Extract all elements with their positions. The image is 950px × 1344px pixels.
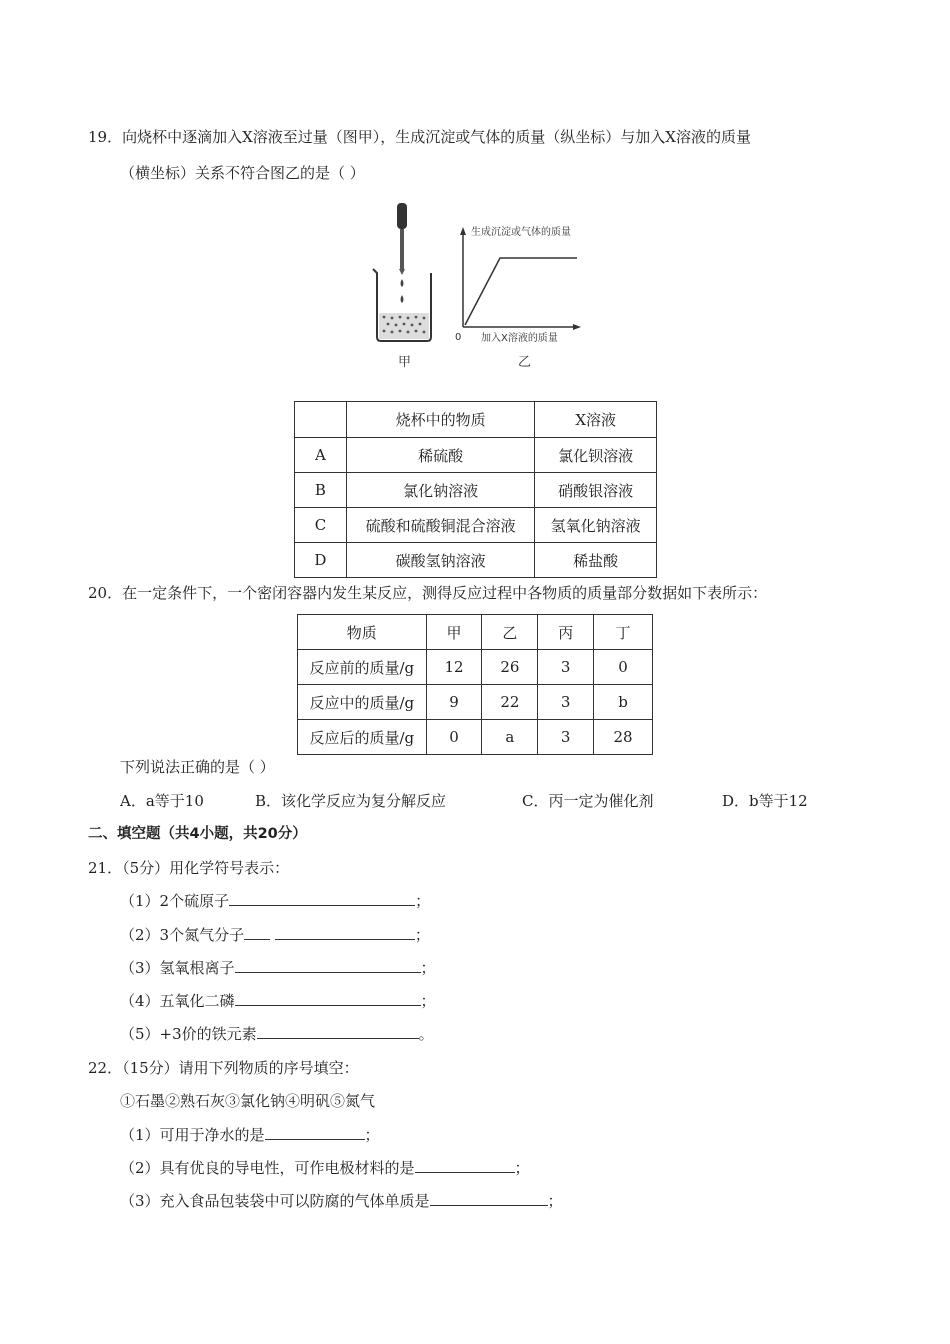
item-text: （3）氢氧根离子 (120, 959, 235, 977)
graph-curve (465, 258, 577, 325)
y-axis-arrow-icon (460, 227, 466, 235)
table-cell: 3 (538, 685, 594, 720)
item-text: （2）3个氮气分子 (120, 926, 245, 944)
table-cell: 0 (594, 650, 653, 685)
answer-blank[interactable] (275, 925, 415, 940)
table-cell: 丙 (538, 615, 594, 650)
q22-materials: ①石墨②熟石灰③氯化钠④明矾⑤氮气 (120, 1092, 376, 1110)
table-row (295, 508, 657, 543)
item-end: ； (420, 959, 436, 977)
graph-caption: 乙 (518, 355, 532, 370)
item-text: （1）可用于净水的是 (120, 1126, 265, 1144)
table-cell: 反应后的质量/g (298, 720, 427, 755)
answer-blank[interactable] (235, 991, 421, 1006)
table-cell: 硝酸银溶液 (535, 473, 657, 508)
table-cell: 3 (538, 650, 594, 685)
origin-label: 0 (455, 332, 462, 343)
table-cell: 氯化钡溶液 (535, 438, 657, 473)
q20-option-b: B．该化学反应为复分解反应 (255, 792, 447, 810)
table-cell: 3 (538, 720, 594, 755)
table-header-row (298, 615, 653, 650)
item-text: （4）五氧化二磷 (120, 992, 235, 1010)
q20-prompt: 下列说法正确的是（ ） (120, 758, 275, 776)
q21-item-3 (120, 958, 436, 978)
table-cell: 反应中的质量/g (298, 685, 427, 720)
table-cell: 稀硫酸 (346, 438, 534, 473)
table-cell: 氯化钠溶液 (346, 473, 534, 508)
item-end: 。 (418, 1025, 434, 1043)
y-axis-label: 生成沉淀或气体的质量 (471, 227, 571, 238)
item-end: ； (420, 992, 436, 1010)
table-cell: X溶液 (535, 402, 657, 438)
table-row (295, 473, 657, 508)
q21-item-4 (120, 991, 436, 1011)
item-text: （2）具有优良的导电性，可作电极材料的是 (120, 1159, 415, 1177)
table-cell: 0 (426, 720, 482, 755)
q20-stem: 20．在一定条件下，一个密闭容器内发生某反应，测得反应过程中各物质的质量部分数据如下表所示： (88, 584, 768, 602)
item-end: ； (514, 1159, 530, 1177)
answer-blank[interactable] (265, 1125, 365, 1140)
table-cell: 烧杯中的物质 (346, 402, 534, 438)
answer-blank[interactable] (415, 1158, 515, 1173)
q21-item-5 (120, 1024, 434, 1044)
table-cell: 22 (482, 685, 538, 720)
item-end: ； (364, 1126, 380, 1144)
q19-figure (355, 195, 625, 375)
section-heading: 二、填空题（共4小题，共20分） (88, 826, 307, 842)
table-cell: 28 (594, 720, 653, 755)
table-cell: A (295, 438, 347, 473)
q19-stem-line1: 19．向烧杯中逐滴加入X溶液至过量（图甲），生成沉淀或气体的质量（纵坐标）与加入X溶液的质量 (88, 128, 751, 146)
q21-item-2 (120, 925, 430, 945)
table-row (298, 720, 653, 755)
q19-table (294, 401, 657, 578)
table-header-row (295, 402, 657, 438)
x-axis-label: 加入X溶液的质量 (481, 333, 558, 344)
table-cell: a (482, 720, 538, 755)
q20-option-d: D．b等于12 (722, 792, 808, 810)
q19-stem-line2: （横坐标）关系不符合图乙的是（ ） (120, 164, 365, 182)
q22-item-2 (120, 1158, 530, 1178)
droplet-icon (401, 279, 404, 303)
item-end: ； (547, 1192, 563, 1210)
table-cell: 反应前的质量/g (298, 650, 427, 685)
table-cell: 物质 (298, 615, 427, 650)
table-cell: 乙 (482, 615, 538, 650)
table-cell: b (594, 685, 653, 720)
q21-stem: 21．（5分）用化学符号表示： (88, 859, 290, 877)
item-text: （5）+3价的铁元素 (120, 1025, 257, 1043)
table-cell: B (295, 473, 347, 508)
answer-blank[interactable] (235, 958, 421, 973)
answer-blank[interactable] (257, 1024, 419, 1039)
table-cell: 稀盐酸 (535, 543, 657, 578)
q20-option-c: C．丙一定为催化剂 (522, 792, 654, 810)
graph-axes (460, 227, 581, 330)
table-cell: D (295, 543, 347, 578)
table-cell (295, 402, 347, 438)
answer-blank[interactable] (229, 891, 415, 906)
table-cell: 丁 (594, 615, 653, 650)
dropper-icon (397, 203, 407, 275)
answer-blank[interactable] (244, 925, 270, 940)
table-cell: C (295, 508, 347, 543)
item-end: ； (414, 926, 430, 944)
item-end: ； (415, 892, 431, 910)
table-row (298, 685, 653, 720)
table-cell: 硫酸和硫酸铜混合溶液 (346, 508, 534, 543)
table-cell: 26 (482, 650, 538, 685)
answer-blank[interactable] (430, 1191, 548, 1206)
item-text: （1）2个硫原子 (120, 892, 230, 910)
q22-item-3 (120, 1191, 563, 1211)
q22-item-1 (120, 1125, 380, 1145)
item-text: （3）充入食品包装袋中可以防腐的气体单质是 (120, 1192, 430, 1210)
table-row (295, 438, 657, 473)
table-cell: 碳酸氢钠溶液 (346, 543, 534, 578)
table-row (295, 543, 657, 578)
q21-item-1 (120, 891, 430, 911)
table-cell: 甲 (426, 615, 482, 650)
q20-option-a: A．a等于10 (120, 792, 204, 810)
q22-stem: 22．（15分）请用下列物质的序号填空： (88, 1059, 359, 1077)
table-cell: 12 (426, 650, 482, 685)
beaker-caption: 甲 (398, 355, 412, 370)
table-row (298, 650, 653, 685)
q20-table (297, 614, 653, 755)
x-axis-arrow-icon (573, 324, 581, 330)
table-cell: 氢氧化钠溶液 (535, 508, 657, 543)
table-cell: 9 (426, 685, 482, 720)
